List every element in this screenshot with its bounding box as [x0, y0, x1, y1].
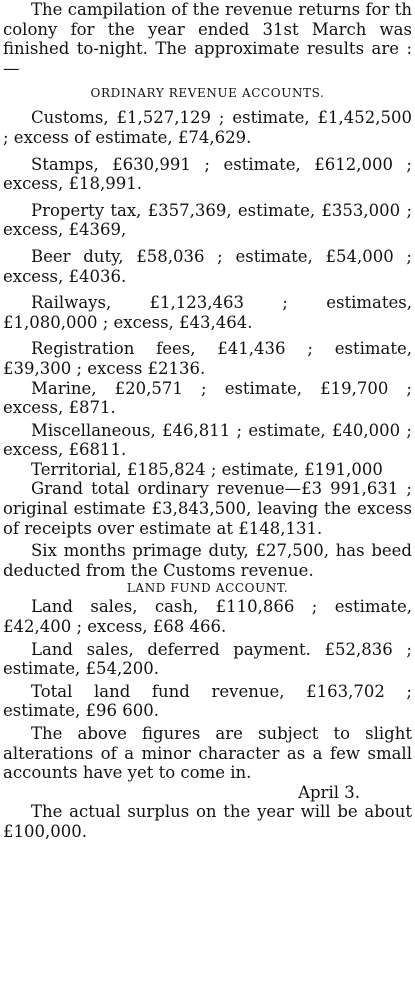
section-heading-land-fund: LAND FUND ACCOUNT. [126, 581, 289, 596]
revenue-item-railways: Railways, £1,123,463 ; estimates, £1,080,000 ; excess, £43,464. [3, 293, 412, 332]
grand-total-paragraph: Grand total ordinary revenue—£3 991,631 ; original estimate £3,843,500, leaving the excess of receipts over estimate at £148,131. [3, 479, 412, 538]
revenue-item-stamps: Stamps, £630,991 ; estimate, £612,000 ; excess, £18,991. [3, 154, 412, 194]
revenue-item-property-tax: Property tax, £357,369, estimate, £353,000 ; excess, £4369, [3, 200, 412, 240]
newspaper-article [3, 0, 412, 842]
revenue-item-miscellaneous: Miscellaneous, £46,811 ; estimate, £40,000 ; excess, £6811. [3, 420, 412, 460]
intro-paragraph: The campilation of the revenue returns for th colony for the year ended 31st March was finished to-night. The approximate results are :— [3, 0, 412, 78]
primage-duty-paragraph: Six months primage duty, £27,500, has beed deducted from the Customs revenue. [3, 541, 412, 580]
closing-note-paragraph: The above figures are subject to slight alterations of a minor character as a few small accounts have yet to come in. [3, 724, 412, 783]
land-item-total-revenue: Total land fund revenue, £163,702 ; estimate, £96 600. [3, 681, 412, 721]
dateline: April 3. [298, 782, 360, 802]
revenue-item-marine: Marine, £20,571 ; estimate, £19,700 ; excess, £871. [3, 378, 412, 418]
revenue-item-territorial: Territorial, £185,824 ; estimate, £191,000 [31, 459, 383, 479]
revenue-item-registration-fees: Registration fees, £41,436 ; estimate, £39,300 ; excess £2136. [3, 339, 412, 378]
revenue-item-beer-duty: Beer duty, £58,036 ; estimate, £54,000 ; excess, £4036. [3, 246, 412, 286]
revenue-item-customs: Customs, £1,527,129 ; estimate, £1,452,500 ; excess of estimate, £74,629. [3, 108, 412, 147]
surplus-paragraph: The actual surplus on the year will be about £100,000. [3, 802, 412, 841]
land-item-deferred-payment: Land sales, deferred payment. £52,836 ; estimate, £54,200. [3, 639, 412, 679]
land-item-cash-sales: Land sales, cash, £110,866 ; estimate, £42,400 ; excess, £68 466. [3, 597, 412, 637]
section-heading-ordinary-revenue: ORDINARY REVENUE ACCOUNTS. [90, 86, 325, 101]
